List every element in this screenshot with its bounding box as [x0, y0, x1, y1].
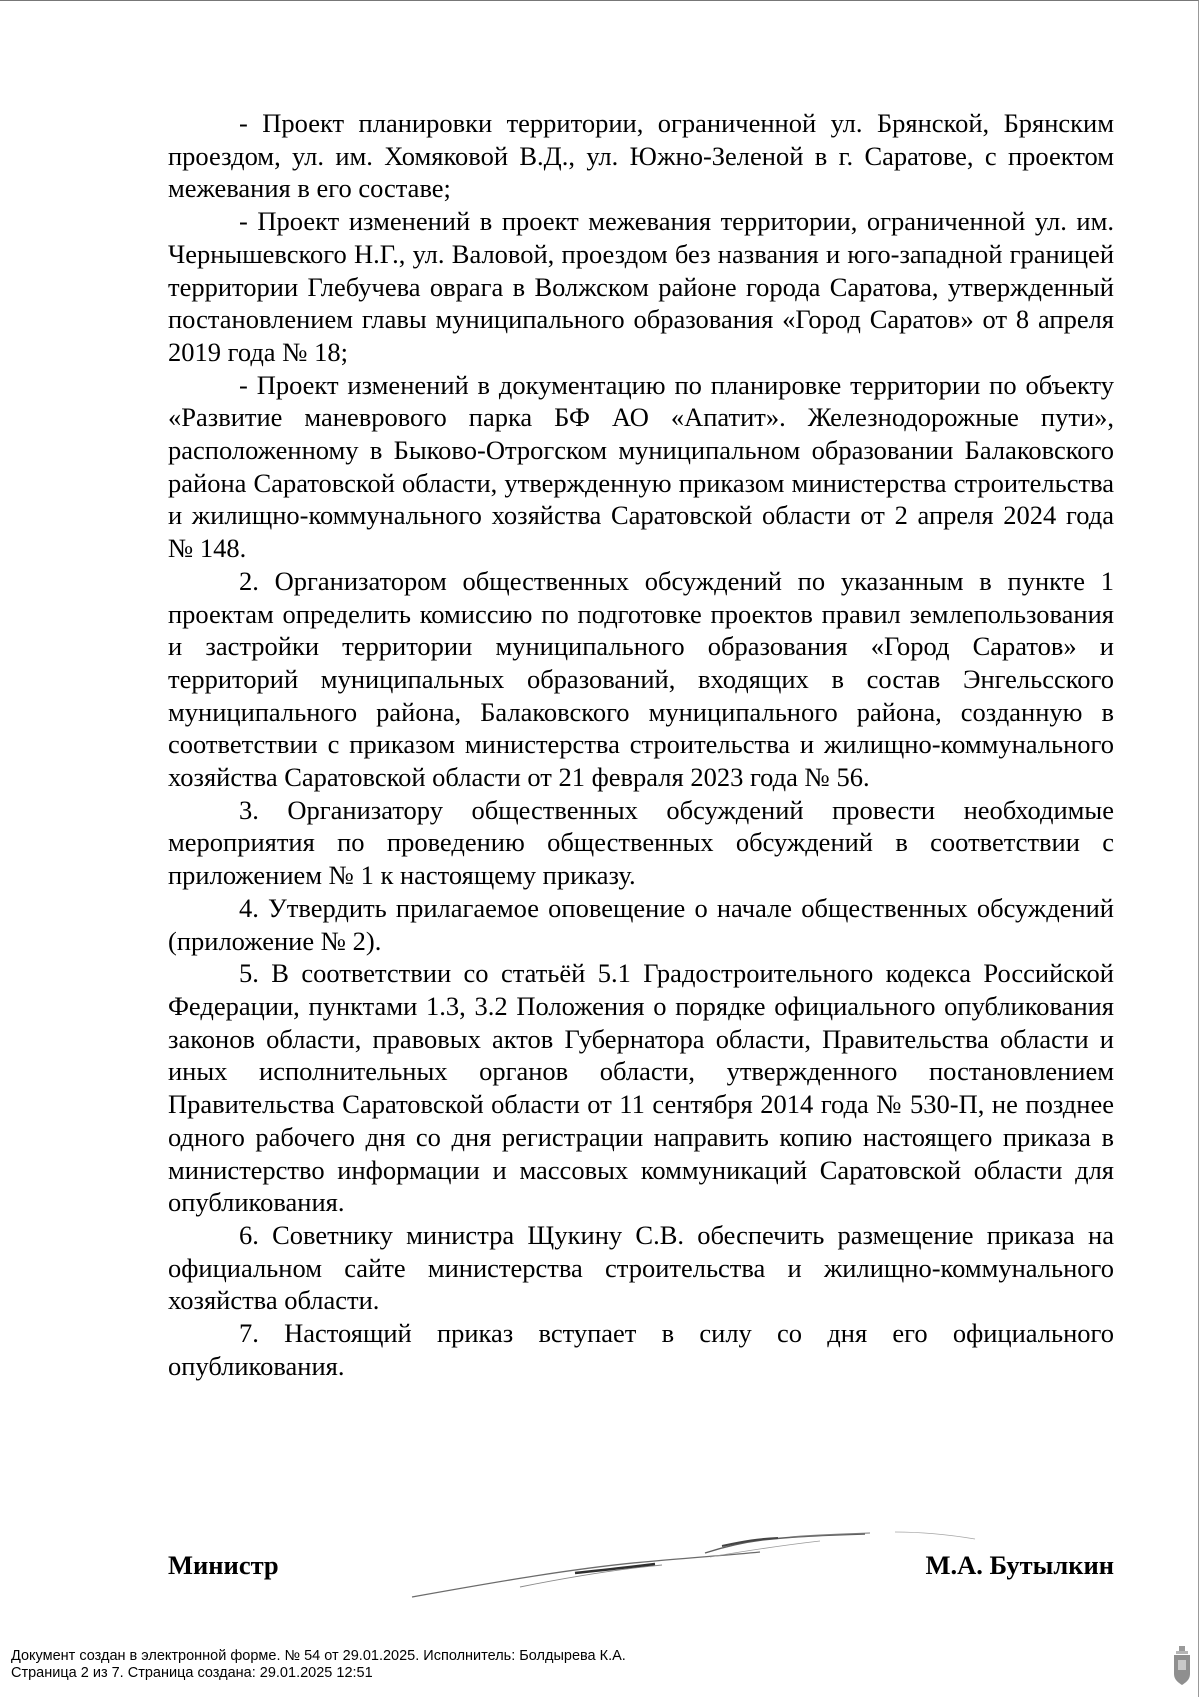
coat-of-arms-icon [1172, 1646, 1192, 1686]
paragraph-project-chernyshevsky: - Проект изменений в проект межевания территории, ограниченной ул. им. Чернышевского Н.Г., ул. Валовой, проездом без названия и юго-западной границей территории Глебучева оврага в Волжском районе города Саратова, утвержденный постановлением главы муниципального образования «Город Саратов» от 8 апреля 2019 года № 18; [168, 206, 1114, 367]
paragraph-item-2: 2. Организатором общественных обсуждений по указанным в пункте 1 проектам определить комиссию по подготовке проектов правил землепользования и застройки территории муниципального образования «Город Саратов» и территорий муниципальных образований, входящих в состав Энгельсского муниципального района, Балаковского муниципального района, созданную в соответствии с приказом министерства строительства и жилищно-коммунального хозяйства Саратовской области от 21 февраля 2023 года № 56. [168, 565, 1114, 793]
paragraph-item-3: 3. Организатору общественных обсуждений провести необходимые мероприятия по проведению общественных обсуждений в соответствии с приложением № 1 к настоящему приказу. [168, 794, 1114, 891]
paragraph-item-5: 5. В соответствии со статьёй 5.1 Градостроительного кодекса Российской Федерации, пунктами 1.3, 3.2 Положения о порядке официального опубликования законов области, правовых актов Губернатора области, Правительства области и иных исполнительных органов области, утвержденного постановлением Правительства Саратовской области от 11 сентября 2014 года № 530-П, не позднее одного рабочего дня со дня регистрации направить копию настоящего приказа в министерство информации и массовых коммуникаций Саратовской области для опубликования. [168, 958, 1114, 1218]
signatory-role: Министр [168, 1550, 279, 1580]
signature-block [168, 1550, 1114, 1590]
signatory-name: М.А. Бутылкин [925, 1550, 1114, 1580]
paragraph-project-bryanskaya: - Проект планировки территории, ограниченной ул. Брянской, Брянским проездом, ул. им. Хомяковой В.Д., ул. Южно-Зеленой в г. Саратове, с проектом межевания в его составе; [168, 108, 1114, 204]
paragraph-item-4: 4. Утвердить прилагаемое оповещение о начале общественных обсуждений (приложение № 2). [168, 892, 1114, 956]
paragraph-project-apatit: - Проект изменений в документацию по планировке территории по объекту «Развитие маневрового парка БФ АО «Апатит». Железнодорожные пути», расположенному в Быково-Отрогском муниципальном образовании Балаковского района Саратовской области, утвержденную приказом министерства строительства и жилищно-коммунального хозяйства Саратовской области от 2 апреля 2024 года № 148. [168, 369, 1114, 564]
electronic-document-footer [11, 1648, 626, 1681]
document-body [168, 107, 1114, 1382]
paragraph-item-6: 6. Советнику министра Щукину С.В. обеспечить размещение приказа на официальном сайте министерства строительства и жилищно-коммунального хозяйства области. [168, 1219, 1114, 1316]
footer-document-info: Документ создан в электронной форме. № 54 от 29.01.2025. Исполнитель: Болдырева К.А. [11, 1648, 626, 1664]
footer-page-info: Страница 2 из 7. Страница создана: 29.01.2025 12:51 [11, 1664, 373, 1681]
paragraph-item-7: 7. Настоящий приказ вступает в силу со дня его официального опубликования. [168, 1318, 1114, 1381]
